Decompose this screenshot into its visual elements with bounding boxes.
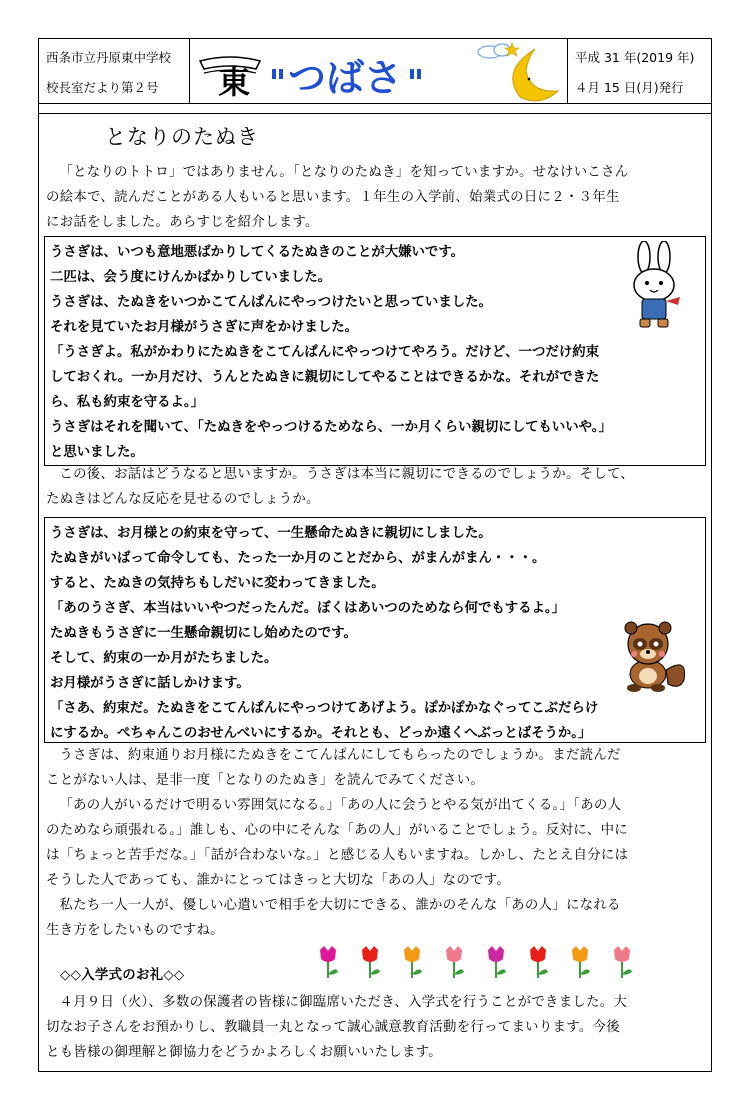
header-divider [38,104,712,114]
tanuki-illustration [614,618,692,694]
intro-paragraph: 「となりのトトロ」ではありません。「となりのたぬき」を知っていますか。せなけいこさん の絵本で、読んだことがある人もいると思います。１年生の入学前、始業式の日に２・３年生 にお話をしました。あらすじを紹介します。 [46,165,629,230]
notice-paragraph: ４月９日（火）、多数の保護者の皆様に御臨席いただき、入学式を行うことができました。大 切なお子さんをお預かりし、教職員一丸となって誠心誠意教育活動を行ってまいります。今後 とも皆様の御理解と御協力をどうかよろしくお願いいたします。 [46,995,628,1060]
story-box-1: うさぎは、いつも意地悪ばかりしてくるたぬきのことが大嫌いです。 二匹は、会う度にけんかばかりしていました。 うさぎは、たぬきをいつかこてんぱんにやっつけたいと思っていました。 それを見ていたお月様がうさぎに声をかけました。 「うさぎよ。私がかわりにたぬきをこてんぱんにやっつけてやろう。だけど、一つだけ約束 しておくれ。一か月だけ、うんとたぬきに親切にしてやることはできるかな。それができた ら、私も約束を守るよ。」 うさぎはそれを聞いて、「たぬきをやっつけるためなら、一か月くらい親切にしてもいいや。」 と思いました。 [44,236,706,466]
tulip-icon [362,946,380,978]
article-title: となりのたぬき [105,125,259,149]
logo-graphic [190,39,567,105]
newsletter-logo [190,38,567,104]
tulip-decoration [316,944,646,980]
crescent-moon-icon [513,49,558,101]
tulip-icon [446,946,464,978]
header-date-box [567,38,712,104]
issue-date: ４月 15 日(月)発行 [575,80,684,95]
logo-title: つばさ [288,56,403,100]
closing-paragraph: うさぎは、約束通りお月様にたぬきをこてんぱんにしてもらったのでしょうか。まだ読んだ ことがない人は、是非一度「となりのたぬき」を読んでみてください。 「あの人がいるだけで明るい雰囲気になる。」「あの人に会うとやる気が出てくる。」「あの人 のためなら頑張れる。」誰しも、心の中にそんな「あの人」がいることでしょう。反対に、中に は「ちょっと苦手だな。」「話が合わないな。」と感じる人もいますね。しかし、たとえ自分には そうした人であっても、誰かにとってはきっと大切な「あの人」なのです。 私たち一人一人が、優しい心遣いで相手を大切にできる、誰かのそんな「あの人」になれる 生き方をしたいものですね。 [46,748,629,938]
header-school-box [38,38,190,104]
tulip-icon [530,946,548,978]
notice-heading: ◇◇入学式のお礼◇◇ [60,968,185,983]
tulip-icon [488,946,506,978]
tulip-icon [614,946,632,978]
tulip-icon [320,946,338,978]
middle-paragraph: この後、お話はどうなると思いますか。うさぎは本当に親切にできるのでしょうか。そして、 たぬきはどんな反応を見せるのでしょうか。 [46,467,635,507]
newsletter-name: 校長室だより第２号 [46,80,159,95]
logo-kanji: 東 [218,63,251,101]
tulip-icon [572,946,590,978]
issue-year: 平成 31 年(2019 年) [575,50,695,65]
story-box-2: うさぎは、お月様との約束を守って、一生懸命たぬきに親切にしました。 たぬきがいばって命令しても、たった一か月のことだから、がまんがまん・・・。 すると、たぬきの気持ちもしだいに変わってきました。 「あのうさぎ、本当はいいやつだったんだ。ぼくはあいつのためなら何でもするよ。」 たぬきもうさぎに一生懸命親切にし始めたのです。 そして、約束の一か月がたちました。 お月様がうさぎに話しかけます。 「さあ、約束だ。たぬきをこてんぱんにやっつけてあげよう。ぽかぽかなぐってこぶだらけ にするか。ぺちゃんこのおせんべいにするか。それとも、どっか遠くへぶっとばそうか。」 [44,517,706,743]
school-name: 西条市立丹原東中学校 [46,50,172,65]
tulip-icon [404,946,422,978]
cloud-icon [478,44,510,58]
rabbit-illustration [620,241,692,335]
